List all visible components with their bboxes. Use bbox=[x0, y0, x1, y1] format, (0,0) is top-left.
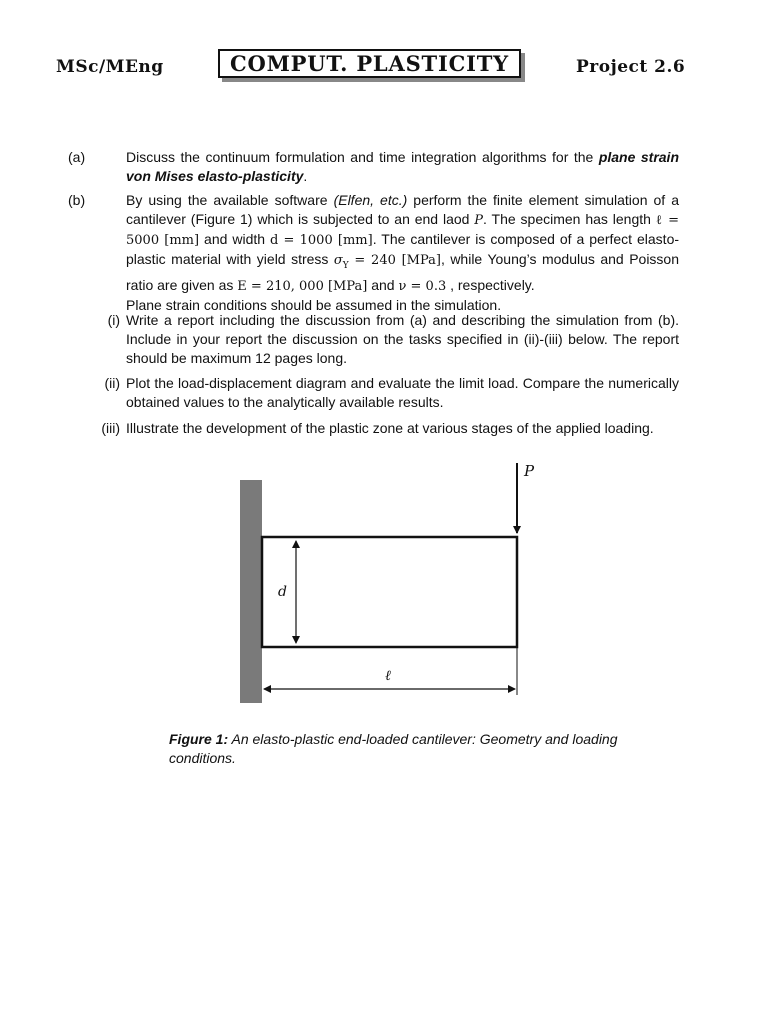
item-b-plane-strain: Plane strain conditions should be assumed in the simulation. bbox=[126, 296, 502, 313]
wall-support bbox=[240, 480, 262, 703]
caption-text: An elasto-plastic end-loaded cantilever: Geometry and loading conditions. bbox=[169, 731, 618, 766]
item-a-emphasis: plane strain von Mises elasto-plasticity bbox=[126, 149, 679, 184]
item-b-seg: and bbox=[367, 276, 399, 293]
header-title: COMPUT. PLASTICITY bbox=[230, 51, 509, 76]
item-i-text: Write a report including the discussion from (a) and describing the simulation from (b). Include in your report the discussion on the tasks specified in (ii)-(iii) below. The report should be maximum 12 pages long. bbox=[126, 312, 679, 366]
header-program: MSc/MEng bbox=[56, 57, 164, 77]
item-b-poisson: ν = 0.3 bbox=[398, 278, 447, 294]
item-ii-text: Plot the load-displacement diagram and evaluate the limit load. Compare the numerically obtained values to the analytically available results. bbox=[126, 375, 679, 410]
item-b-yield-value: = 240 [MPa] bbox=[348, 253, 441, 268]
item-b-seg: By using the available software bbox=[126, 192, 334, 208]
item-b-yield-symbol: σ bbox=[333, 253, 343, 268]
figure-caption bbox=[169, 730, 639, 768]
item-ii-label: (ii) bbox=[104, 375, 120, 391]
item-b-youngs: E = 210, 000 [MPa] bbox=[237, 278, 368, 294]
cantilever-beam bbox=[262, 537, 517, 647]
item-a-label: (a) bbox=[68, 149, 86, 165]
item-b-software: (Elfen, etc.) bbox=[333, 192, 408, 208]
item-a-lead: Discuss the continuum formulation and time integration algorithms for the bbox=[126, 149, 599, 165]
header-project: Project 2.6 bbox=[576, 57, 686, 77]
item-b-label: (b) bbox=[68, 192, 86, 208]
width-label: d bbox=[278, 584, 287, 600]
item-b-seg: and width bbox=[199, 231, 271, 247]
item-b-seg: , while Young’s modulus and Poisson ratio are given as bbox=[126, 251, 680, 293]
length-label: ℓ bbox=[385, 668, 391, 684]
item-a-end: . bbox=[303, 168, 308, 184]
load-label: P bbox=[524, 462, 535, 480]
item-iii-text: Illustrate the development of the plastic zone at various stages of the applied loading. bbox=[126, 420, 654, 436]
item-i-label: (i) bbox=[107, 312, 120, 328]
item-b-seg: , respectively. bbox=[446, 276, 535, 293]
item-b-width: d = 1000 [mm] bbox=[270, 233, 373, 248]
item-b-seg: perform the finite element simulation of a cantilever (Figure 1) which is subjected to an end laod bbox=[126, 192, 679, 227]
item-iii-label: (iii) bbox=[101, 420, 120, 436]
item-b-yield-subscript: Y bbox=[342, 260, 349, 271]
item-b-load-symbol: P bbox=[474, 213, 484, 228]
item-b-seg: . The cantilever is composed of a perfect elasto-plastic material with yield stress bbox=[126, 231, 680, 267]
item-b-length: ℓ = 5000 [mm] bbox=[126, 213, 679, 248]
caption-label: Figure 1: bbox=[169, 731, 229, 747]
item-b-seg: . The specimen has length bbox=[483, 211, 656, 227]
